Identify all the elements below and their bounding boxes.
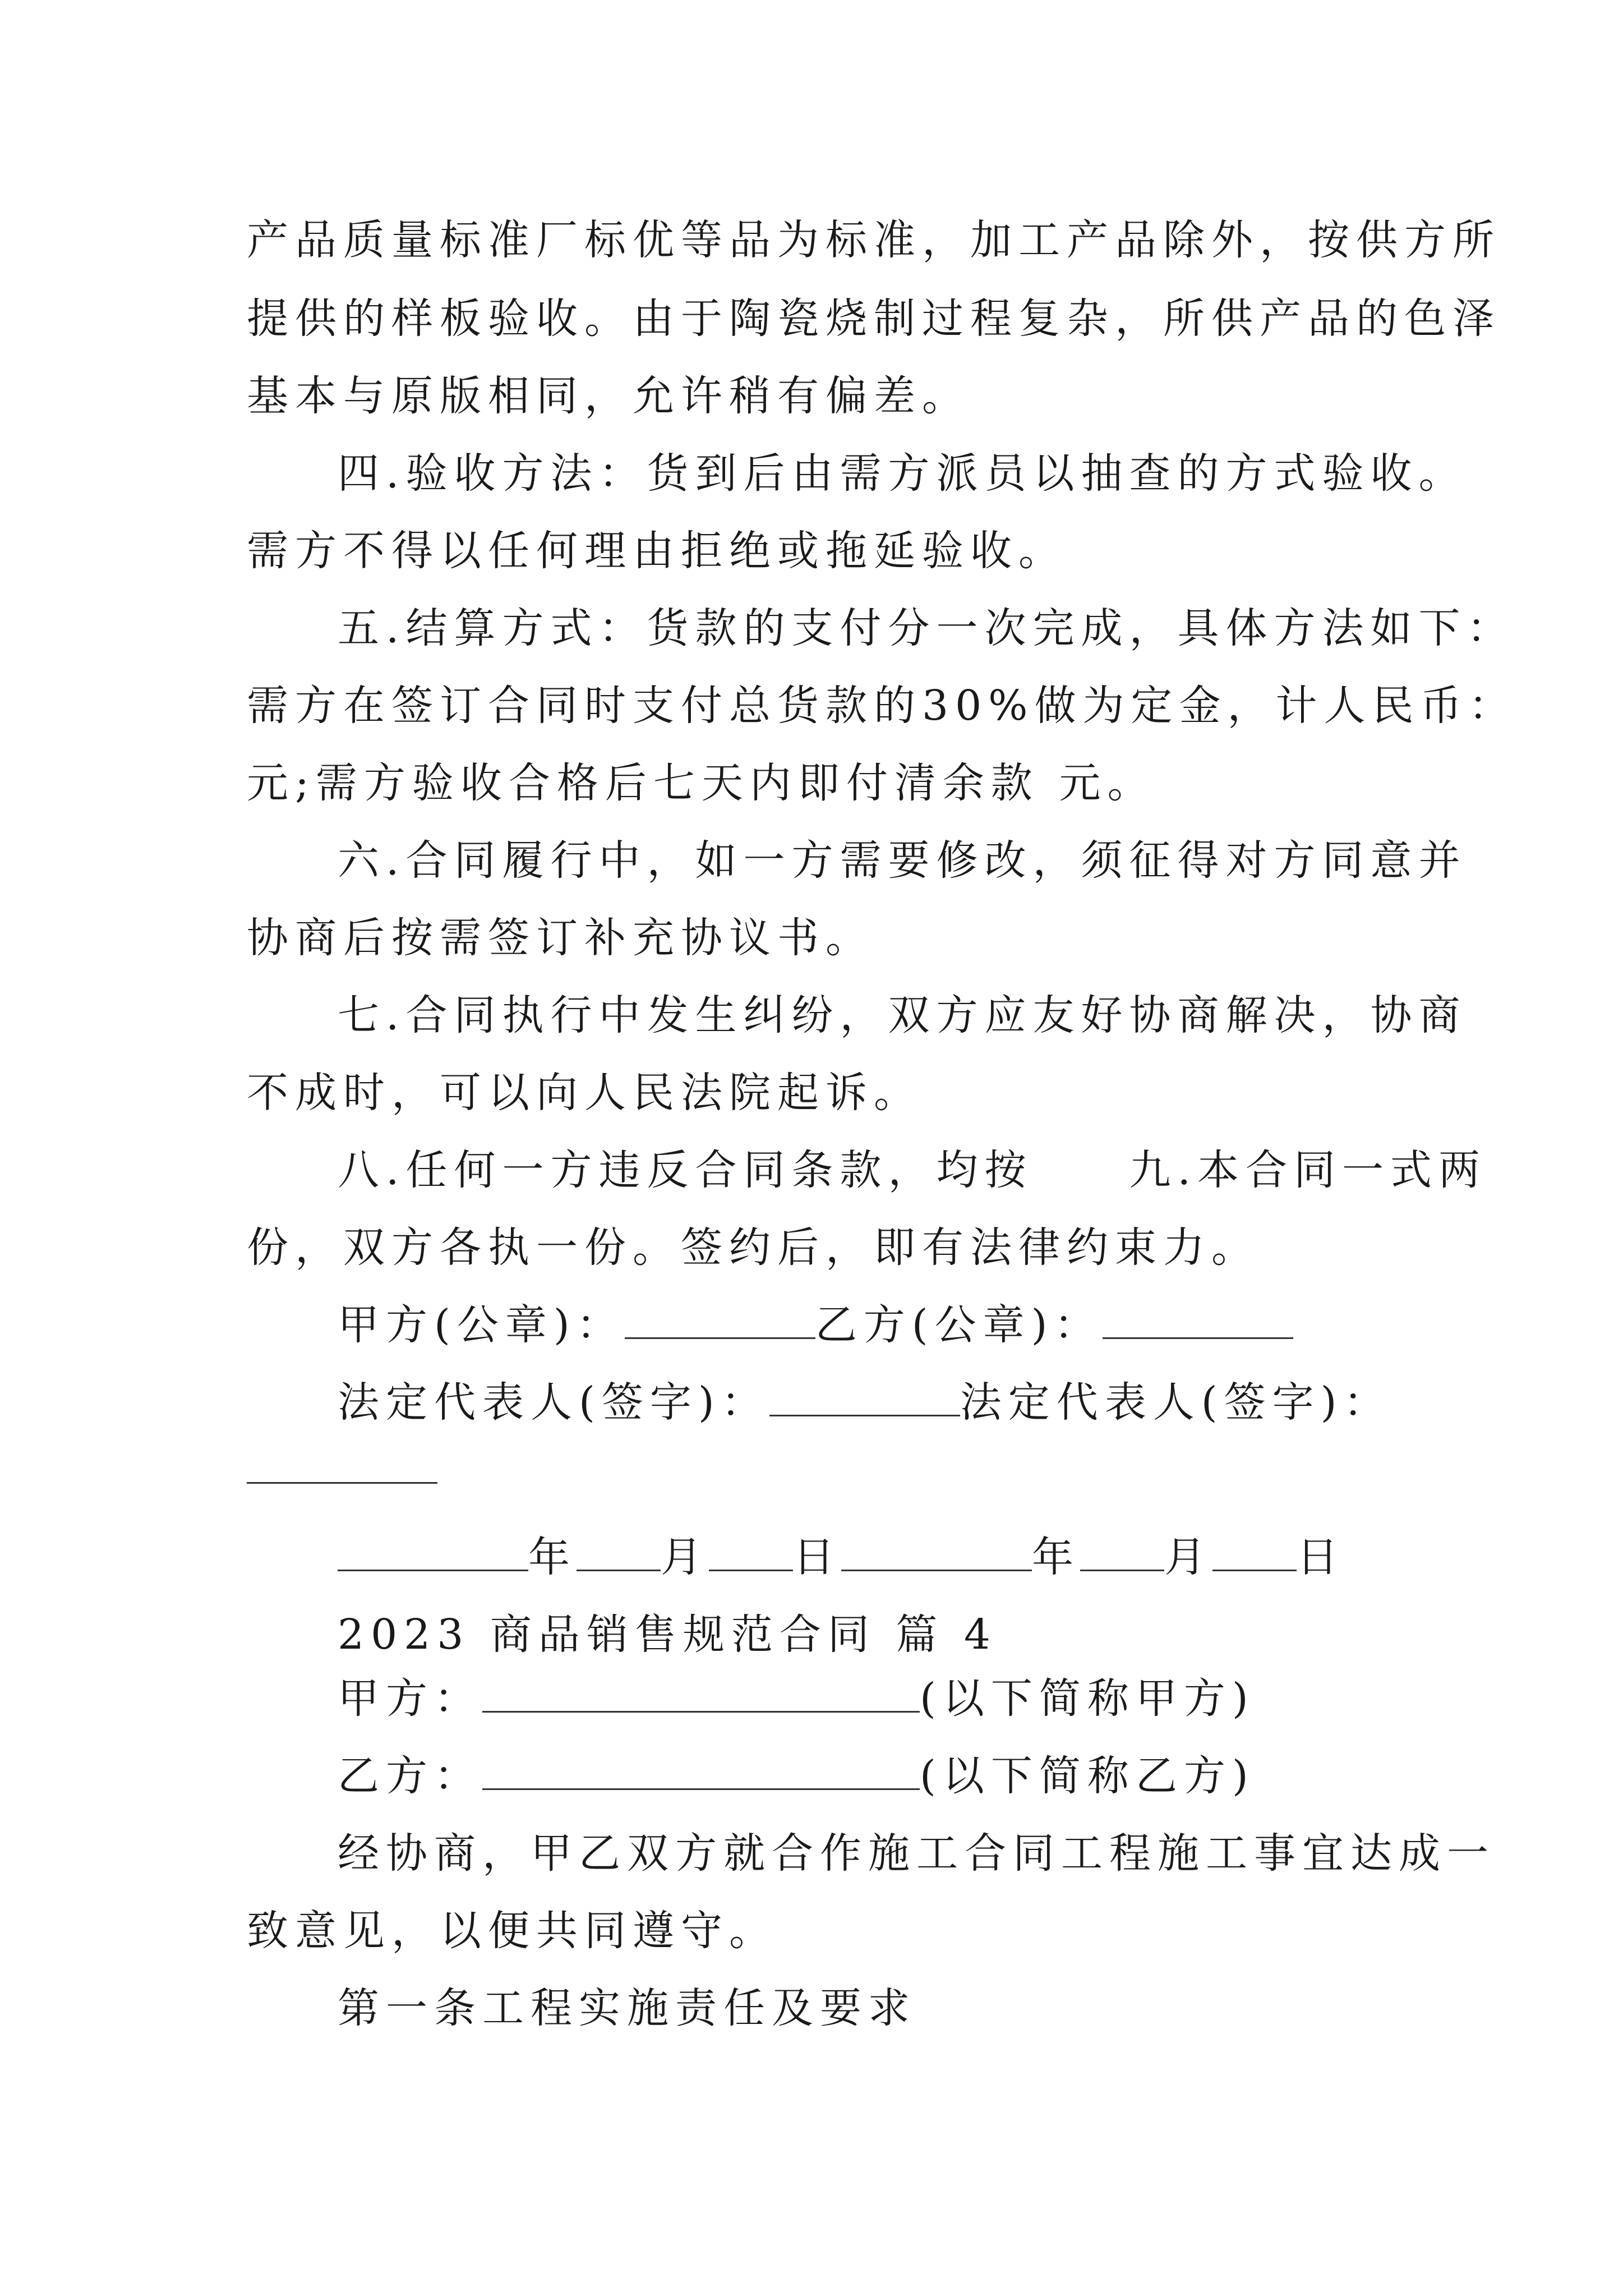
paragraph-line: 份，双方各执一份。签约后，即有法律约束力。 bbox=[247, 1223, 1260, 1272]
party-a-label: 甲方： bbox=[338, 1674, 482, 1723]
clause-7-line: 七.合同执行中发生纠纷，双方应友好协商解决，协商 bbox=[338, 991, 1467, 1039]
month-label: 月 bbox=[661, 1533, 709, 1581]
paragraph-line: 产品质量标准厂标优等品为标准，加工产品除外，按供方所 bbox=[247, 216, 1501, 264]
day-label: 日 bbox=[793, 1533, 841, 1581]
article-1-heading: 第一条工程实施责任及要求 bbox=[338, 1984, 916, 2032]
paragraph-line: 元;需方验收合格后七天内即付清余款 元。 bbox=[247, 759, 1156, 807]
paragraph-line: 基本与原版相同，允许稍有偏差。 bbox=[247, 372, 970, 420]
clause-8-line: 八.任何一方违反合同条款，均按 九.本合同一式两 bbox=[338, 1146, 1487, 1194]
clause-6-line: 六.合同履行中，如一方需要修改，须征得对方同意并 bbox=[338, 836, 1467, 885]
party-a-rep-blank[interactable] bbox=[769, 1375, 960, 1416]
party-b-note: (以下简称乙方) bbox=[920, 1752, 1255, 1800]
clause-4-line: 四.验收方法：货到后由需方派员以抽查的方式验收。 bbox=[338, 449, 1467, 498]
representative-signature-row bbox=[338, 1374, 1392, 1430]
party-a-row bbox=[338, 1671, 1255, 1727]
paragraph-line: 提供的样板验收。由于陶瓷烧制过程复杂，所供产品的色泽 bbox=[247, 295, 1501, 343]
day-label: 日 bbox=[1297, 1533, 1345, 1581]
year-label: 年 bbox=[528, 1533, 577, 1581]
paragraph-line: 协商后按需签订补充协议书。 bbox=[247, 914, 874, 962]
party-b-name-blank[interactable] bbox=[482, 1749, 920, 1790]
year-label: 年 bbox=[1032, 1533, 1080, 1581]
paragraph-line: 需方在签订合同时支付总货款的30%做为定金，计人民币： bbox=[247, 682, 1517, 730]
party-a-seal-label: 甲方(公章)： bbox=[338, 1301, 625, 1349]
party-a-seal-blank[interactable] bbox=[625, 1298, 815, 1339]
party-b-rep-blank[interactable] bbox=[247, 1443, 437, 1484]
party-b-seal-blank[interactable] bbox=[1103, 1298, 1293, 1339]
month-blank-b[interactable] bbox=[1080, 1530, 1164, 1571]
party-a-name-blank[interactable] bbox=[482, 1672, 920, 1713]
month-label: 月 bbox=[1164, 1533, 1212, 1581]
party-b-row bbox=[338, 1748, 1255, 1804]
year-blank-a[interactable] bbox=[338, 1530, 528, 1571]
paragraph-line: 需方不得以任何理由拒绝或拖延验收。 bbox=[247, 527, 1067, 575]
date-row bbox=[338, 1529, 1345, 1585]
day-blank-b[interactable] bbox=[1212, 1530, 1297, 1571]
year-blank-b[interactable] bbox=[841, 1530, 1032, 1571]
paragraph-line: 致意见，以便共同遵守。 bbox=[247, 1907, 777, 1955]
section-title: 2023 商品销售规范合同 篇 4 bbox=[338, 1611, 997, 1659]
party-a-note: (以下简称甲方) bbox=[920, 1674, 1255, 1723]
party-a-rep-label: 法定代表人(签字)： bbox=[338, 1378, 769, 1427]
party-b-rep-label: 法定代表人(签字)： bbox=[960, 1378, 1392, 1427]
party-b-seal-label: 乙方(公章)： bbox=[815, 1301, 1103, 1349]
party-b-label: 乙方： bbox=[338, 1752, 482, 1800]
party-b-rep-blank-row bbox=[247, 1442, 437, 1498]
day-blank-a[interactable] bbox=[709, 1530, 793, 1571]
clause-5-line: 五.结算方式：货款的支付分一次完成，具体方法如下： bbox=[338, 604, 1515, 652]
month-blank-a[interactable] bbox=[577, 1530, 661, 1571]
paragraph-line: 经协商，甲乙双方就合作施工合同工程施工事宜达成一 bbox=[338, 1829, 1495, 1878]
seal-signature-row bbox=[338, 1297, 1293, 1353]
paragraph-line: 不成时，可以向人民法院起诉。 bbox=[247, 1069, 922, 1117]
